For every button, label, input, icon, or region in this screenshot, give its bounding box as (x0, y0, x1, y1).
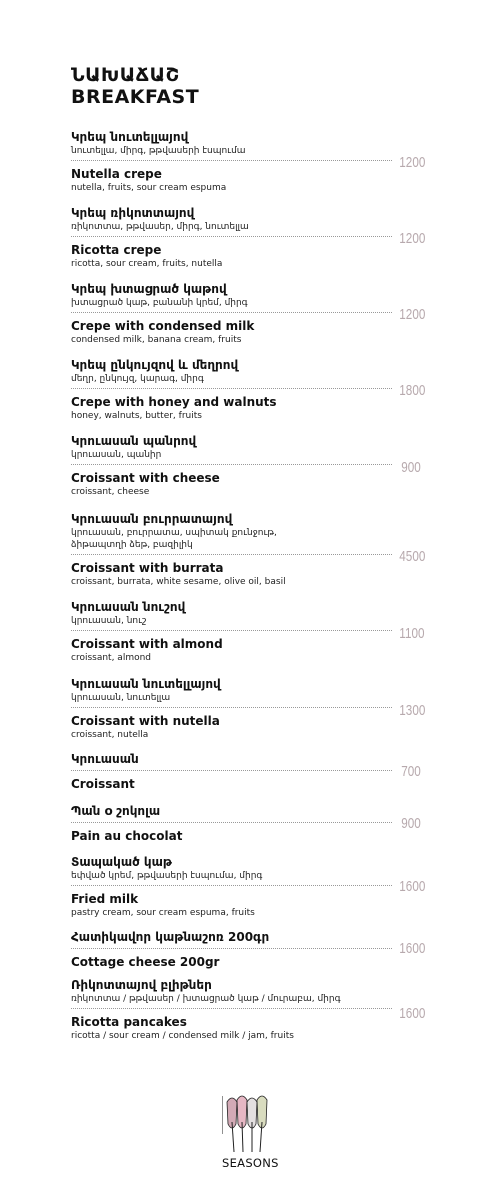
seasons-logo-icon (222, 1092, 272, 1154)
menu-item (71, 930, 392, 970)
dotted-divider (71, 885, 392, 886)
item-name-armenian: Կրուասան նուշով (71, 600, 186, 614)
item-name-english: Crepe with honey and walnuts (71, 395, 277, 409)
dotted-divider (71, 948, 392, 949)
item-price: 700 (401, 763, 421, 780)
item-name-english: Croissant with cheese (71, 471, 220, 485)
item-name-english: Croissant with almond (71, 637, 223, 651)
item-description-english: ricotta, sour cream, fruits, nutella (71, 259, 223, 269)
menu-item (71, 206, 392, 270)
item-price: 1600 (399, 940, 426, 957)
menu-item (71, 512, 392, 588)
seasons-logo (222, 1092, 279, 1170)
dotted-divider (71, 770, 392, 771)
menu-item (71, 855, 392, 919)
item-description-armenian: մեղր, ընկույզ, կարագ, միրգ (71, 374, 204, 384)
dotted-divider (71, 236, 392, 237)
item-price: 1200 (399, 154, 426, 171)
item-price: 1200 (399, 306, 426, 323)
item-description-english: croissant, burrata, white sesame, olive oil, basil (71, 577, 286, 587)
item-name-armenian: Կրեպ նուտելլայով (71, 130, 189, 144)
dotted-divider (71, 160, 392, 161)
item-price: 1600 (399, 1005, 426, 1022)
item-name-armenian: Հատիկավոր կաթնաշոռ 200գր (71, 930, 270, 944)
dotted-divider (71, 312, 392, 313)
menu-item (71, 358, 392, 422)
item-description-armenian: կրուասան, նուտելլա (71, 693, 171, 703)
item-name-english: Ricotta pancakes (71, 1015, 187, 1029)
dotted-divider (71, 822, 392, 823)
item-description-english: condensed milk, banana cream, fruits (71, 335, 242, 345)
item-name-armenian: Կրեպ ռիկոտտայով (71, 206, 195, 220)
item-description-armenian: կրուասան, նուշ (71, 616, 147, 626)
item-name-armenian: Կրեպ ընկույզով և մեղրով (71, 358, 239, 372)
item-description-english: croissant, cheese (71, 487, 150, 497)
item-description-armenian: ռիկոտտա / թթվասեր / խտացրած կաթ / մուրաբա, միրգ (71, 994, 341, 1004)
item-description-armenian: եփված կրեմ, թթվասերի էսպումա, միրգ (71, 871, 263, 881)
item-name-english: Pain au chocolat (71, 829, 183, 843)
item-name-armenian: Կրուասան (71, 752, 139, 766)
item-name-english: Nutella crepe (71, 167, 162, 181)
menu-item (71, 130, 392, 194)
item-name-armenian: Ռիկոտտայով բլիթներ (71, 978, 212, 992)
item-description-armenian: կրուասան, բուրրատա, սպիտակ քունջութ, ձիթապտղի ձեթ, բազիլիկ (71, 528, 277, 550)
item-description-english: ricotta / sour cream / condensed milk / jam, fruits (71, 1031, 294, 1041)
dotted-divider (71, 707, 392, 708)
menu-item (71, 978, 392, 1042)
item-price: 1100 (399, 625, 425, 642)
logo-wordmark: SEASONS (222, 1156, 279, 1170)
menu-item (71, 282, 392, 346)
menu-item (71, 600, 392, 664)
item-description-armenian: ռիկոտտա, թթվասեր, միրգ, նուտելլա (71, 222, 249, 232)
item-description-armenian: խտացրած կաթ, բանանի կրեմ, միրգ (71, 298, 248, 308)
item-price: 4500 (399, 548, 426, 565)
item-name-armenian: Պան օ շոկոլա (71, 804, 161, 818)
item-price: 900 (401, 459, 421, 476)
item-price: 1200 (399, 230, 426, 247)
item-description-armenian: նուտելլա, միրգ, թթվասերի էսպումա (71, 146, 246, 156)
item-description-english: honey, walnuts, butter, fruits (71, 411, 202, 421)
item-name-english: Croissant (71, 777, 135, 791)
dotted-divider (71, 1008, 392, 1009)
title-armenian: ՆԱԽԱՃԱՇ (71, 64, 180, 86)
menu-item (71, 677, 392, 741)
dotted-divider (71, 554, 392, 555)
item-description-english: pastry cream, sour cream espuma, fruits (71, 908, 255, 918)
item-name-english: Crepe with condensed milk (71, 319, 255, 333)
menu-item (71, 434, 392, 498)
dotted-divider (71, 630, 392, 631)
menu-item (71, 752, 392, 792)
item-description-armenian: կրուասան, պանիր (71, 450, 162, 460)
item-name-english: Croissant with burrata (71, 561, 224, 575)
menu-header (71, 64, 199, 108)
item-price: 1300 (399, 702, 426, 719)
item-price: 1600 (399, 878, 426, 895)
item-name-armenian: Կրուասան նուտելլայով (71, 677, 221, 691)
item-description-english: croissant, nutella (71, 730, 149, 740)
item-name-armenian: Կրուասան պանրով (71, 434, 197, 448)
item-name-english: Fried milk (71, 892, 139, 906)
item-name-armenian: Կրեպ խտացրած կաթով (71, 282, 227, 296)
item-name-english: Croissant with nutella (71, 714, 220, 728)
item-price: 900 (401, 815, 421, 832)
dotted-divider (71, 388, 392, 389)
dotted-divider (71, 464, 392, 465)
item-description-english: nutella, fruits, sour cream espuma (71, 183, 227, 193)
title-english: BREAKFAST (71, 86, 200, 108)
item-name-english: Cottage cheese 200gr (71, 955, 220, 969)
item-description-english: croissant, almond (71, 653, 152, 663)
item-name-english: Ricotta crepe (71, 243, 162, 257)
item-name-armenian: Կրուասան բուրրատայով (71, 512, 233, 526)
menu-item (71, 804, 392, 844)
item-price: 1800 (399, 382, 426, 399)
item-name-armenian: Տապակած կաթ (71, 855, 172, 869)
